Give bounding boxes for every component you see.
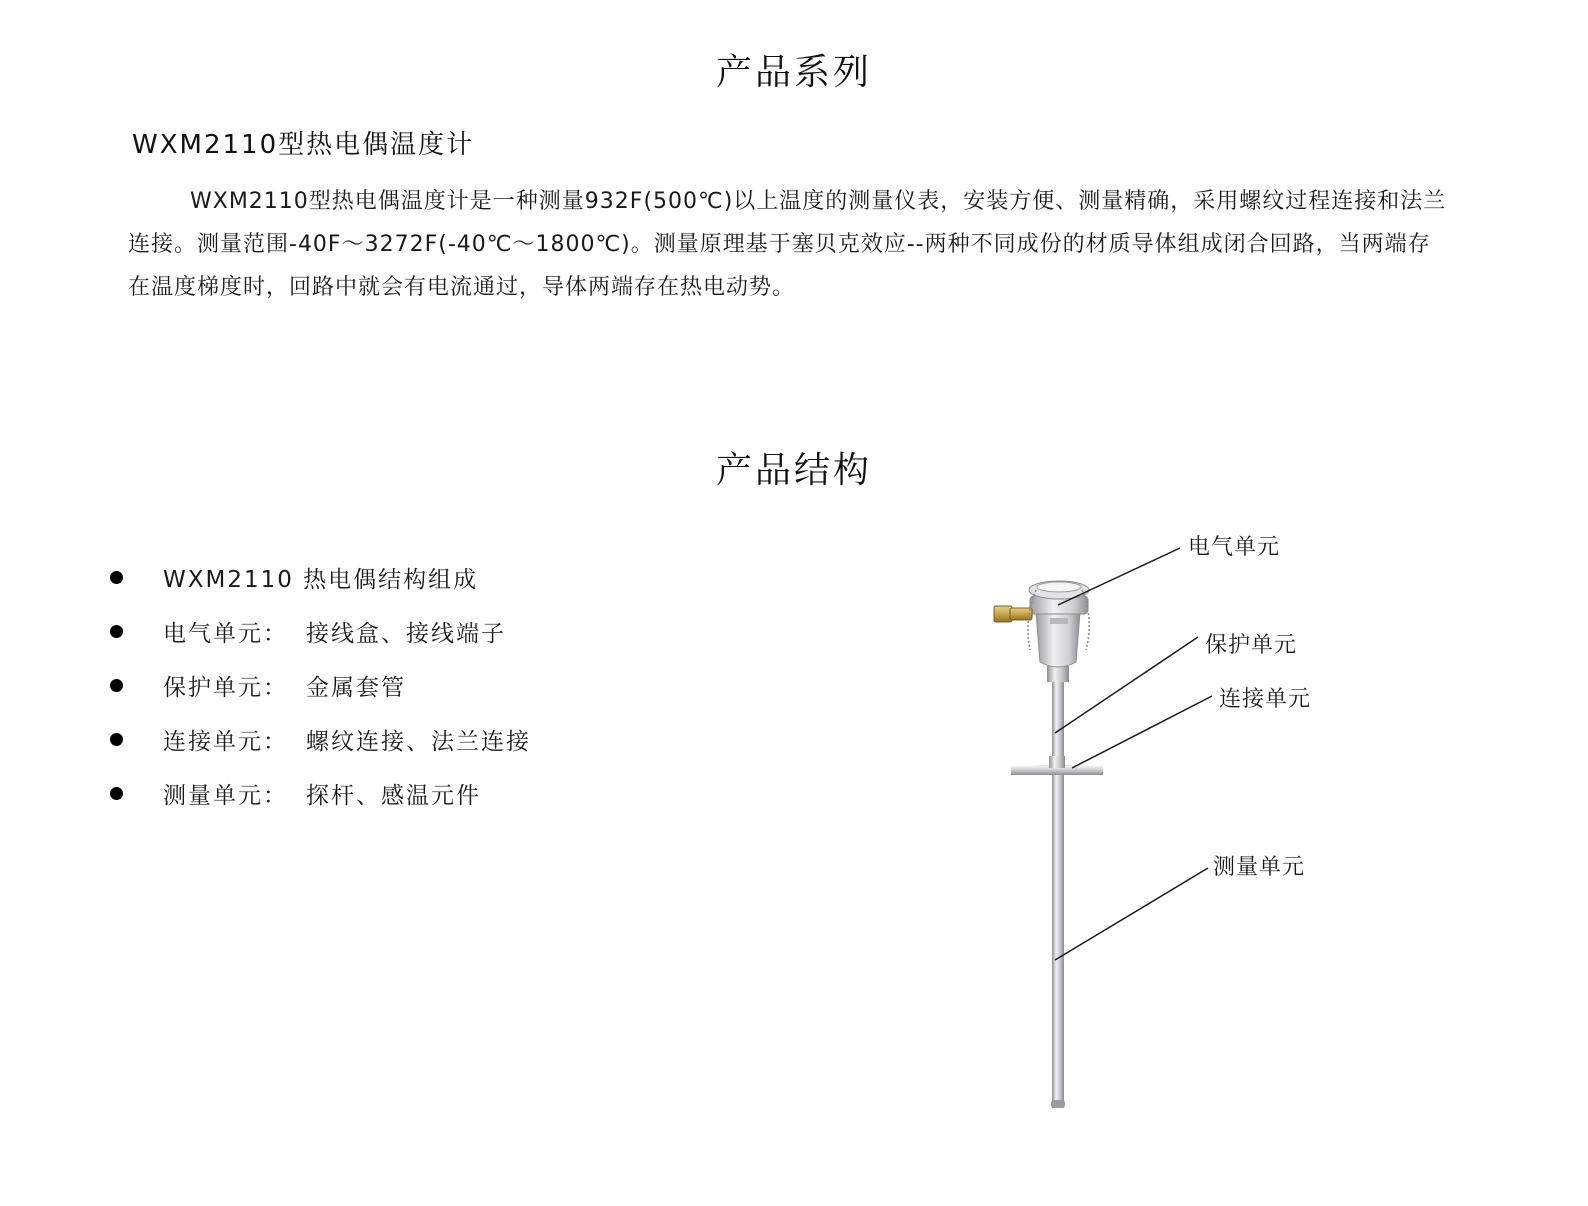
probe-tip bbox=[1051, 1100, 1065, 1108]
item-value: 探杆、感温元件 bbox=[306, 782, 481, 809]
leader-line-electrical bbox=[1058, 548, 1180, 605]
neck bbox=[1047, 666, 1069, 682]
callout-connection-unit: 连接单元 bbox=[1219, 687, 1312, 712]
product-description: WXM2110型热电偶温度计是一种测量932F(500℃)以上温度的测量仪表，安装方便、测量精确，采用螺纹过程连接和法兰连接。测量范围-40F～3272F(-40℃～1800℃)。测量原理基于塞贝克效应--两种不同成份的材质导体组成闭合回路，当两端存在温度梯度时，回路中就会有电流通过，导体两端存在热电动势。 bbox=[128, 189, 1447, 300]
item-value: 金属套管 bbox=[306, 674, 406, 701]
section-title-series: 产品系列 bbox=[715, 52, 872, 93]
item-label: 连接单元： bbox=[163, 728, 288, 755]
leader-line-measurement bbox=[1055, 868, 1208, 960]
item-value: 接线盒、接线端子 bbox=[306, 620, 506, 647]
callout-protection-unit: 保护单元 bbox=[1205, 633, 1298, 658]
product-name: WXM2110型热电偶温度计 bbox=[132, 130, 475, 160]
item-label: WXM2110 热电偶结构组成 bbox=[163, 566, 479, 593]
item-label: 测量单元： bbox=[163, 782, 288, 809]
item-value: 螺纹连接、法兰连接 bbox=[306, 728, 531, 755]
item-label: 保护单元： bbox=[163, 674, 288, 701]
callout-electrical-unit: 电气单元 bbox=[1188, 535, 1281, 560]
probe-rod bbox=[1052, 672, 1064, 1108]
item-label: 电气单元： bbox=[163, 620, 288, 647]
section-title-structure: 产品结构 bbox=[715, 450, 872, 491]
callout-measurement-unit: 测量单元 bbox=[1213, 855, 1306, 880]
cable-gland bbox=[994, 606, 1032, 622]
